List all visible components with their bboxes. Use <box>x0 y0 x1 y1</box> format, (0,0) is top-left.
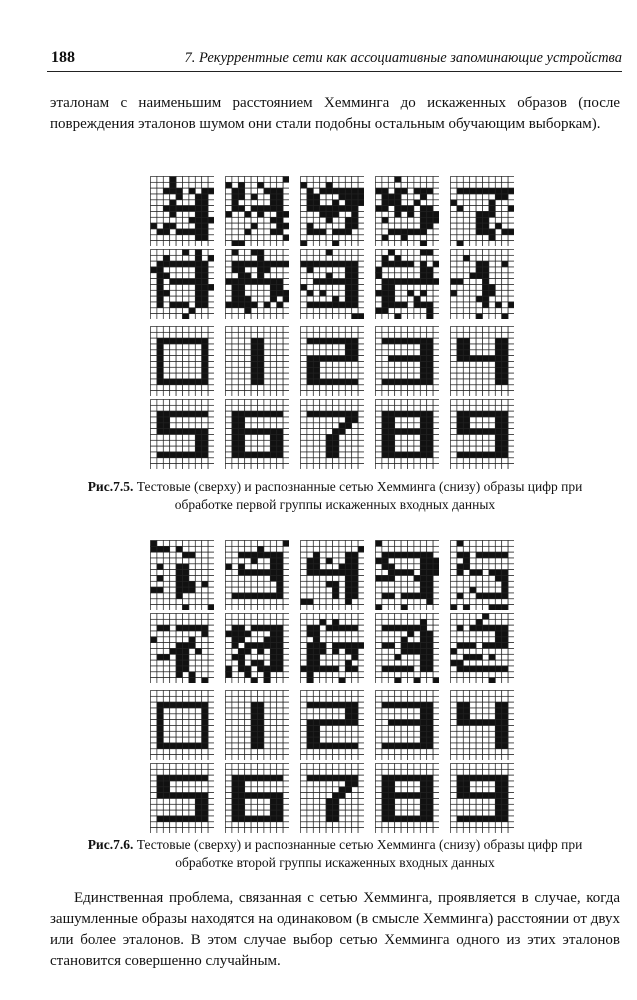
intro-paragraph: эталонам с наименьшим расстоянием Хемминга до искаженных образов (после повреждения эталонов шумом они стали подобны остальным обучающим выборкам). <box>50 95 620 132</box>
fig1-digit-grid-15 <box>150 399 214 469</box>
fig2-digit-grid-5 <box>150 613 214 683</box>
figure-7-5-caption-text: Тестовые (сверху) и распознанные сетью Хемминга (снизу) образы цифр при обработке первой группы искаженных входных данных <box>136 479 583 512</box>
fig2-digit-grid-15 <box>150 763 214 833</box>
figure-7-6-label: Рис.7.6. <box>87 837 134 852</box>
fig1-digit-grid-8 <box>375 249 439 319</box>
fig2-digit-grid-10 <box>150 690 214 760</box>
fig2-digit-grid-0 <box>150 540 214 610</box>
fig2-digit-grid-4 <box>450 540 514 610</box>
page-header <box>47 49 622 72</box>
fig2-digit-grid-12 <box>300 690 364 760</box>
fig1-digit-grid-12 <box>300 326 364 396</box>
fig1-digit-grid-14 <box>450 326 514 396</box>
fig2-digit-grid-17 <box>300 763 364 833</box>
fig1-digit-grid-16 <box>225 399 289 469</box>
fig1-digit-grid-19 <box>450 399 514 469</box>
fig1-digit-grid-5 <box>150 249 214 319</box>
fig1-digit-grid-3 <box>375 176 439 246</box>
fig2-digit-grid-1 <box>225 540 289 610</box>
fig2-digit-grid-19 <box>450 763 514 833</box>
fig1-digit-grid-10 <box>150 326 214 396</box>
figure-7-6-caption-text: Тестовые (сверху) и распознанные сетью Хемминга (снизу) образы цифр при обработке второй группы искаженных входных данных <box>136 837 583 870</box>
closing-paragraph: Единственная проблема, связанная с сетью Хемминга, проявляется в случае, когда зашумленные образы находятся на одинаковом (в смысле Хемминга) расстоянии от двух или более эталонов. В этом случае выбор сетью Хемминга одного из этих эталонов становится совершенно случайным. <box>50 890 620 969</box>
fig2-digit-grid-3 <box>375 540 439 610</box>
fig2-digit-grid-14 <box>450 690 514 760</box>
figure-7-5-label: Рис.7.5. <box>87 479 134 494</box>
fig1-digit-grid-18 <box>375 399 439 469</box>
fig2-digit-grid-6 <box>225 613 289 683</box>
fig2-digit-grid-9 <box>450 613 514 683</box>
fig2-digit-grid-18 <box>375 763 439 833</box>
fig1-digit-grid-6 <box>225 249 289 319</box>
figure-7-6-caption <box>70 836 600 872</box>
fig1-digit-grid-2 <box>300 176 364 246</box>
fig2-digit-grid-16 <box>225 763 289 833</box>
fig1-digit-grid-7 <box>300 249 364 319</box>
running-title: 7. Рекуррентные сети как ассоциативные запоминающие устройства <box>184 50 622 66</box>
fig2-digit-grid-7 <box>300 613 364 683</box>
fig2-digit-grid-2 <box>300 540 364 610</box>
fig1-digit-grid-9 <box>450 249 514 319</box>
fig2-digit-grid-8 <box>375 613 439 683</box>
fig1-digit-grid-1 <box>225 176 289 246</box>
fig1-digit-grid-17 <box>300 399 364 469</box>
fig1-digit-grid-4 <box>450 176 514 246</box>
fig1-digit-grid-0 <box>150 176 214 246</box>
fig1-digit-grid-13 <box>375 326 439 396</box>
fig1-digit-grid-11 <box>225 326 289 396</box>
fig2-digit-grid-11 <box>225 690 289 760</box>
figure-7-5-caption <box>70 478 600 514</box>
fig2-digit-grid-13 <box>375 690 439 760</box>
page-number: 188 <box>51 49 75 66</box>
